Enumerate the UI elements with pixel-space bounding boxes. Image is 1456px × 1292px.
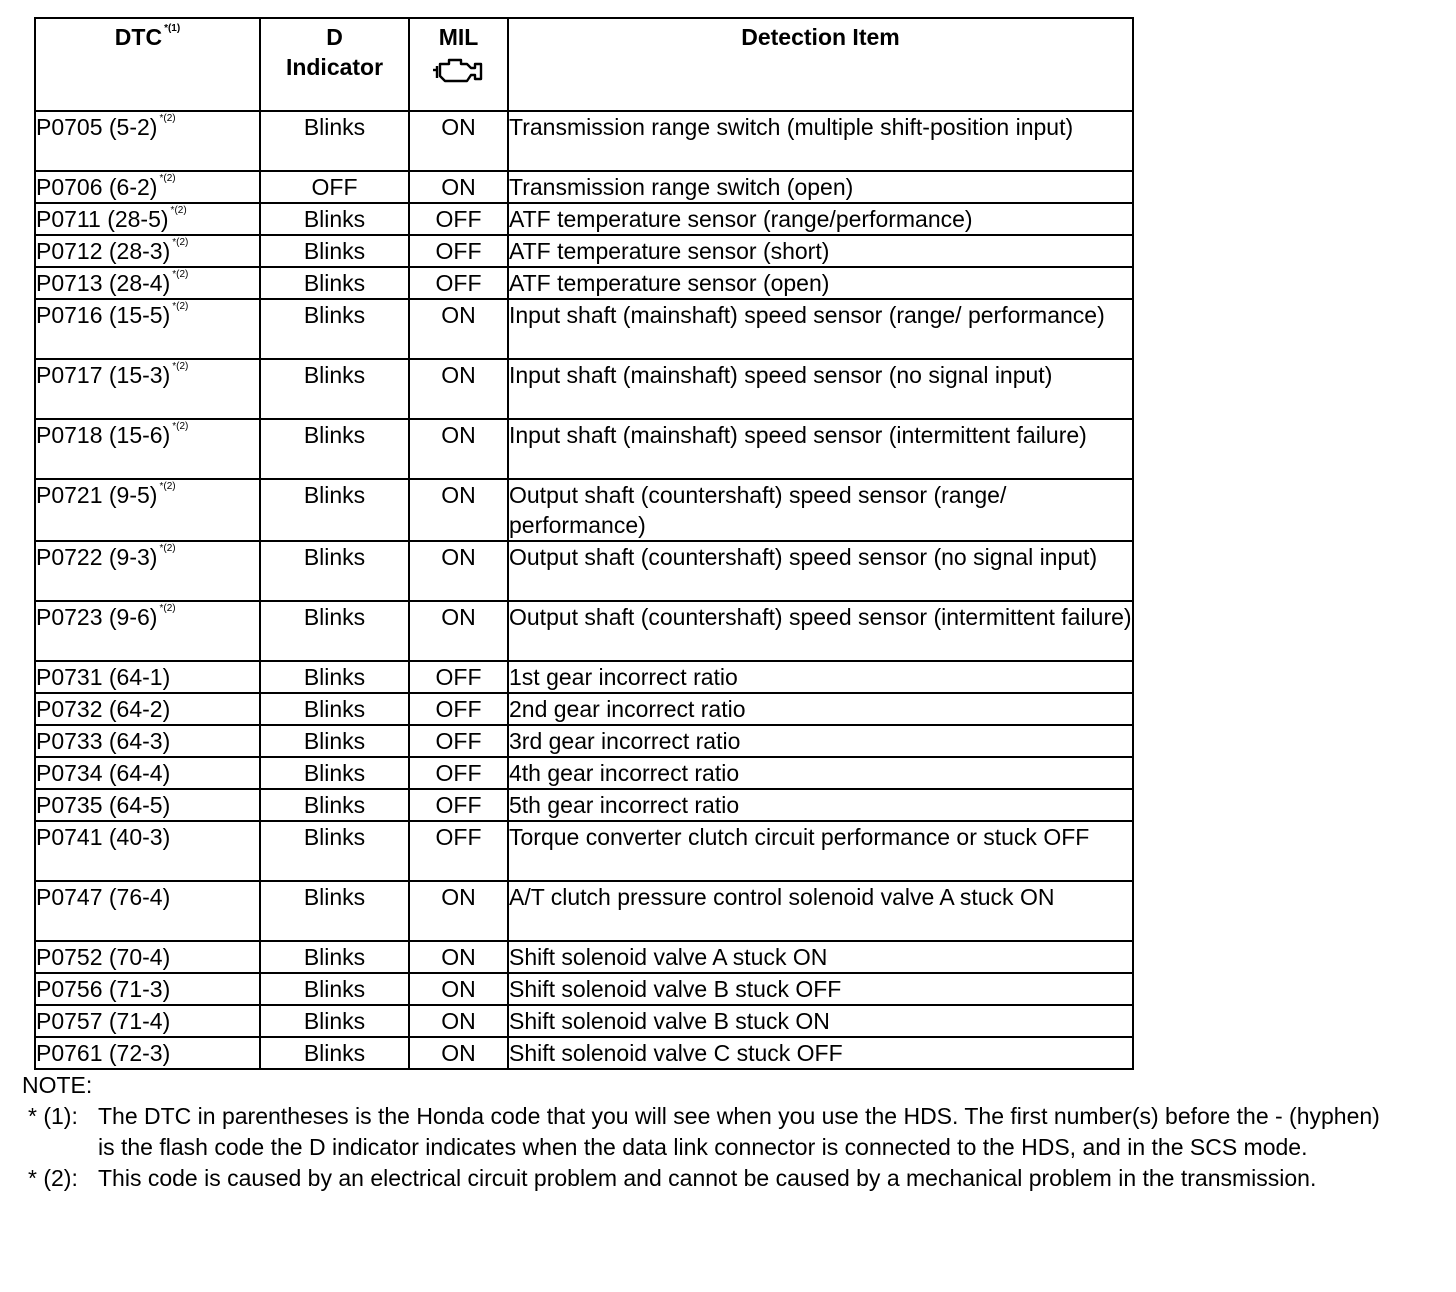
table-row xyxy=(35,973,1133,1005)
dtc-table-body xyxy=(35,111,1133,1069)
mil-status-cell: OFF xyxy=(409,661,508,693)
detection-item-cell: Input shaft (mainshaft) speed sensor (no signal input) xyxy=(508,359,1133,419)
engine-check-icon xyxy=(427,52,491,86)
mil-status-cell: ON xyxy=(409,601,508,661)
d-indicator-cell: Blinks xyxy=(260,661,409,693)
dtc-code: P0741 (40-3) xyxy=(36,824,171,850)
dtc-footnote: *(2) xyxy=(159,481,176,492)
dtc-code: P0752 (70-4) xyxy=(36,944,171,970)
d-indicator-cell: Blinks xyxy=(260,235,409,267)
mil-status-cell: ON xyxy=(409,941,508,973)
detection-item-cell: 5th gear incorrect ratio xyxy=(508,789,1133,821)
dtc-code: P0734 (64-4) xyxy=(36,760,171,786)
dtc-code: P0712 (28-3) xyxy=(36,238,171,264)
table-row xyxy=(35,203,1133,235)
dtc-code-cell xyxy=(35,725,260,757)
table-row xyxy=(35,693,1133,725)
header-dtc-label: DTC xyxy=(114,24,163,50)
note-mark: * (2): xyxy=(28,1165,78,1191)
mil-status-cell: ON xyxy=(409,111,508,171)
mil-status-cell: ON xyxy=(409,171,508,203)
dtc-code: P0705 (5-2) xyxy=(36,114,158,140)
mil-status-cell: ON xyxy=(409,1005,508,1037)
dtc-code-cell xyxy=(35,111,260,171)
dtc-code: P0757 (71-4) xyxy=(36,1008,171,1034)
d-indicator-cell: Blinks xyxy=(260,359,409,419)
detection-item-cell: 2nd gear incorrect ratio xyxy=(508,693,1133,725)
dtc-table-wrapper xyxy=(34,17,1134,1070)
table-row xyxy=(35,821,1133,881)
detection-item-cell: ATF temperature sensor (open) xyxy=(508,267,1133,299)
dtc-code: P0756 (71-3) xyxy=(36,976,171,1002)
mil-status-cell: OFF xyxy=(409,203,508,235)
dtc-code-cell xyxy=(35,479,260,541)
detection-item-cell: Torque converter clutch circuit performance or stuck OFF xyxy=(508,821,1133,881)
mil-status-cell: ON xyxy=(409,541,508,601)
detection-item-cell: ATF temperature sensor (short) xyxy=(508,235,1133,267)
d-indicator-cell: Blinks xyxy=(260,941,409,973)
dtc-code-cell xyxy=(35,541,260,601)
dtc-code: P0733 (64-3) xyxy=(36,728,171,754)
detection-item-cell: ATF temperature sensor (range/performance) xyxy=(508,203,1133,235)
header-detection-label: Detection Item xyxy=(741,24,900,50)
dtc-code: P0722 (9-3) xyxy=(36,544,158,570)
table-row xyxy=(35,941,1133,973)
mil-status-cell: OFF xyxy=(409,235,508,267)
mil-status-cell: ON xyxy=(409,299,508,359)
dtc-code-cell xyxy=(35,419,260,479)
d-indicator-cell: OFF xyxy=(260,171,409,203)
d-indicator-cell: Blinks xyxy=(260,1037,409,1069)
dtc-code-cell xyxy=(35,661,260,693)
detection-item-cell: 1st gear incorrect ratio xyxy=(508,661,1133,693)
detection-item-cell: A/T clutch pressure control solenoid valve A stuck ON xyxy=(508,881,1133,941)
table-row xyxy=(35,419,1133,479)
note-mark: * (1): xyxy=(28,1103,78,1129)
dtc-footnote: *(2) xyxy=(172,421,189,432)
header-detection-item xyxy=(508,18,1133,111)
d-indicator-cell: Blinks xyxy=(260,267,409,299)
mil-status-cell: OFF xyxy=(409,789,508,821)
dtc-code-cell xyxy=(35,941,260,973)
header-mil xyxy=(409,18,508,111)
dtc-code-cell xyxy=(35,235,260,267)
detection-item-cell: Shift solenoid valve C stuck OFF xyxy=(508,1037,1133,1069)
dtc-footnote: *(2) xyxy=(172,301,189,312)
dtc-code-cell xyxy=(35,203,260,235)
dtc-footnote: *(2) xyxy=(172,361,189,372)
table-row xyxy=(35,235,1133,267)
detection-item-cell: Shift solenoid valve B stuck OFF xyxy=(508,973,1133,1005)
detection-item-cell: Shift solenoid valve A stuck ON xyxy=(508,941,1133,973)
dtc-code: P0735 (64-5) xyxy=(36,792,171,818)
mil-status-cell: ON xyxy=(409,881,508,941)
table-row xyxy=(35,601,1133,661)
detection-item-cell: Output shaft (countershaft) speed sensor (range/ performance) xyxy=(508,479,1133,541)
d-indicator-cell: Blinks xyxy=(260,693,409,725)
d-indicator-cell: Blinks xyxy=(260,757,409,789)
table-row xyxy=(35,267,1133,299)
detection-item-cell: Transmission range switch (multiple shift-position input) xyxy=(508,111,1133,171)
table-row xyxy=(35,789,1133,821)
d-indicator-cell: Blinks xyxy=(260,725,409,757)
detection-item-cell: 4th gear incorrect ratio xyxy=(508,757,1133,789)
dtc-code-cell xyxy=(35,789,260,821)
mil-status-cell: OFF xyxy=(409,821,508,881)
dtc-code-cell xyxy=(35,601,260,661)
header-dtc-footnote: *(1) xyxy=(164,23,181,34)
table-row xyxy=(35,541,1133,601)
notes-section xyxy=(22,1070,1402,1194)
d-indicator-cell: Blinks xyxy=(260,789,409,821)
dtc-footnote: *(2) xyxy=(159,173,176,184)
dtc-code-cell xyxy=(35,973,260,1005)
d-indicator-cell: Blinks xyxy=(260,821,409,881)
header-indicator-line2: Indicator xyxy=(285,54,384,80)
dtc-code-cell xyxy=(35,757,260,789)
d-indicator-cell: Blinks xyxy=(260,419,409,479)
dtc-footnote: *(2) xyxy=(159,603,176,614)
dtc-code: P0713 (28-4) xyxy=(36,270,171,296)
table-header-row xyxy=(35,18,1133,111)
dtc-code: P0711 (28-5) xyxy=(36,206,169,232)
dtc-code: P0723 (9-6) xyxy=(36,604,158,630)
d-indicator-cell: Blinks xyxy=(260,111,409,171)
header-dtc xyxy=(35,18,260,111)
dtc-code: P0731 (64-1) xyxy=(36,664,171,690)
d-indicator-cell: Blinks xyxy=(260,601,409,661)
dtc-code-cell xyxy=(35,693,260,725)
dtc-code-cell xyxy=(35,1037,260,1069)
table-row xyxy=(35,1037,1133,1069)
dtc-footnote: *(2) xyxy=(159,113,176,124)
mil-status-cell: ON xyxy=(409,1037,508,1069)
mil-status-cell: OFF xyxy=(409,267,508,299)
note-text: The DTC in parentheses is the Honda code that you will see when you use the HDS. The first number(s) before the - (hyphen) is the flash code the D indicator indicates when the data link connector is connected to the HDS, and in the SCS mode. xyxy=(98,1103,1380,1160)
detection-item-cell: 3rd gear incorrect ratio xyxy=(508,725,1133,757)
dtc-code-cell xyxy=(35,171,260,203)
dtc-code: P0717 (15-3) xyxy=(36,362,171,388)
dtc-code-cell xyxy=(35,359,260,419)
mil-status-cell: ON xyxy=(409,359,508,419)
dtc-code-cell xyxy=(35,881,260,941)
d-indicator-cell: Blinks xyxy=(260,479,409,541)
dtc-footnote: *(2) xyxy=(172,237,189,248)
dtc-code: P0761 (72-3) xyxy=(36,1040,171,1066)
dtc-code: P0718 (15-6) xyxy=(36,422,171,448)
dtc-footnote: *(2) xyxy=(170,205,187,216)
notes-heading: NOTE: xyxy=(22,1072,93,1098)
mil-status-cell: ON xyxy=(409,479,508,541)
detection-item-cell: Shift solenoid valve B stuck ON xyxy=(508,1005,1133,1037)
note-item xyxy=(22,1163,1402,1194)
mil-status-cell: OFF xyxy=(409,725,508,757)
d-indicator-cell: Blinks xyxy=(260,881,409,941)
d-indicator-cell: Blinks xyxy=(260,541,409,601)
detection-item-cell: Input shaft (mainshaft) speed sensor (range/ performance) xyxy=(508,299,1133,359)
table-row xyxy=(35,881,1133,941)
mil-status-cell: OFF xyxy=(409,757,508,789)
dtc-code: P0716 (15-5) xyxy=(36,302,171,328)
d-indicator-cell: Blinks xyxy=(260,299,409,359)
dtc-code-cell xyxy=(35,299,260,359)
dtc-footnote: *(2) xyxy=(172,269,189,280)
dtc-code-cell xyxy=(35,1005,260,1037)
note-item xyxy=(22,1101,1402,1163)
table-row xyxy=(35,111,1133,171)
table-row xyxy=(35,479,1133,541)
dtc-code-cell xyxy=(35,267,260,299)
mil-status-cell: OFF xyxy=(409,693,508,725)
table-row xyxy=(35,1005,1133,1037)
mil-status-cell: ON xyxy=(409,973,508,1005)
dtc-code: P0732 (64-2) xyxy=(36,696,171,722)
dtc-code: P0747 (76-4) xyxy=(36,884,171,910)
header-indicator-line1: D xyxy=(326,24,343,50)
dtc-code: P0721 (9-5) xyxy=(36,482,158,508)
table-row xyxy=(35,171,1133,203)
table-row xyxy=(35,299,1133,359)
table-row xyxy=(35,725,1133,757)
mil-status-cell: ON xyxy=(409,419,508,479)
detection-item-cell: Output shaft (countershaft) speed sensor (no signal input) xyxy=(508,541,1133,601)
table-row xyxy=(35,757,1133,789)
header-mil-label: MIL xyxy=(438,24,479,50)
detection-item-cell: Input shaft (mainshaft) speed sensor (intermittent failure) xyxy=(508,419,1133,479)
table-row xyxy=(35,359,1133,419)
d-indicator-cell: Blinks xyxy=(260,203,409,235)
dtc-code: P0706 (6-2) xyxy=(36,174,158,200)
d-indicator-cell: Blinks xyxy=(260,973,409,1005)
dtc-code-cell xyxy=(35,821,260,881)
header-d-indicator xyxy=(260,18,409,111)
note-text: This code is caused by an electrical circuit problem and cannot be caused by a mechanical problem in the transmission. xyxy=(98,1165,1317,1191)
table-row xyxy=(35,661,1133,693)
detection-item-cell: Transmission range switch (open) xyxy=(508,171,1133,203)
dtc-footnote: *(2) xyxy=(159,543,176,554)
dtc-table xyxy=(34,17,1134,1070)
detection-item-cell: Output shaft (countershaft) speed sensor (intermittent failure) xyxy=(508,601,1133,661)
d-indicator-cell: Blinks xyxy=(260,1005,409,1037)
